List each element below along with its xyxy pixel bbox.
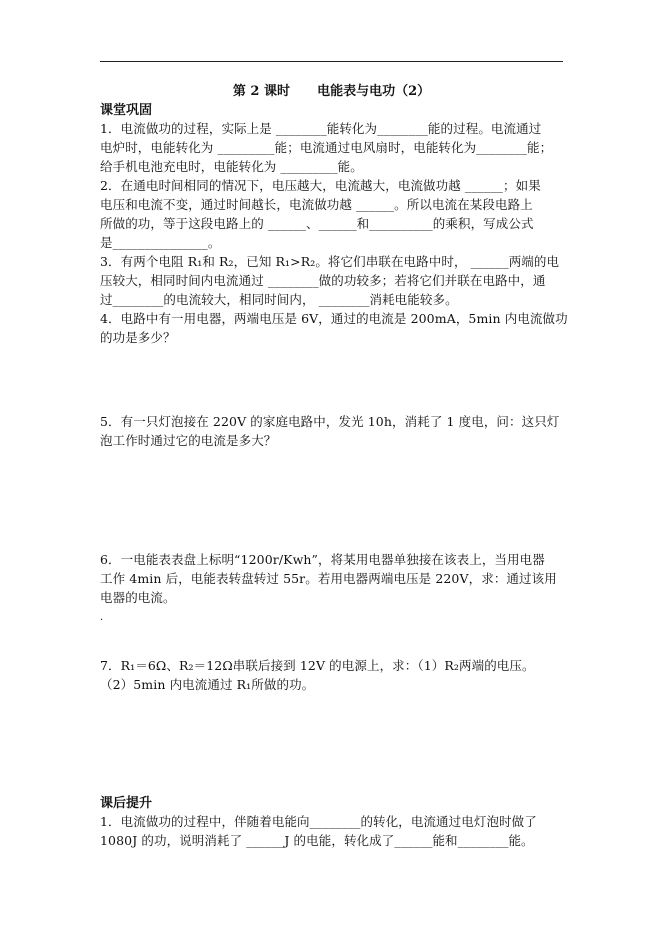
text-line: 过________的电流较大，相同时间内， ________消耗电能较多。: [100, 292, 458, 307]
text-line: 泡工作时通过它的电流是多大？: [100, 433, 277, 448]
top-rule: [100, 61, 563, 62]
text-line: 1．电流做功的过程中，伴随着电能向________的转化，电流通过电灯泡时做了: [100, 814, 537, 829]
text-line: 是_______________。: [100, 235, 221, 250]
text-line: 电器的电流。: [100, 590, 176, 605]
text-line: 3．有两个电阻 R₁和 R₂，已知 R₁>R₂。将它们串联在电路中时， ______两端的电: [100, 254, 560, 269]
page-title: 第 2 课时 电能表与电功（2）: [232, 84, 431, 99]
text-line: 5．有一只灯泡接在 220V 的家庭电路中，发光 10h，消耗了 1 度电，问：这只灯: [100, 414, 560, 429]
text-line: 压较大，相同时间内电流通过 ________做的功较多；若将它们并联在电路中，通: [100, 273, 546, 288]
text-line: 电炉时，电能转化为 _________能；电流通过电风扇时，电能转化为________能；: [100, 140, 553, 155]
text-line: 2．在通电时间相同的情况下，电压越大，电流越大，电流做功越 ______；如果: [100, 178, 541, 193]
stray-dot: .: [100, 612, 104, 623]
text-line: 7．R₁＝6Ω、R₂＝12Ω串联后接到 12V 的电源上，求：（1）R₂两端的电压。: [100, 658, 535, 673]
text-line: 1080J 的功，说明消耗了 ______J 的电能，转化成了______能和________能。: [100, 833, 534, 848]
section-heading-practice: 课堂巩固: [100, 103, 153, 118]
text-line: 的功是多少？: [100, 330, 176, 345]
text-line: 4．电路中有一用电器，两端电压是 6V，通过的电流是 200mA，5min 内电流做功: [100, 311, 568, 326]
text-line: 6．一电能表表盘上标明“1200r/Kwh”，将某用电器单独接在该表上，当用电器: [100, 552, 545, 567]
text-line: 所做的功，等于这段电路上的 ______、______和__________的乘积，写成公式: [100, 216, 534, 231]
text-line: 电压和电流不变，通过时间越长，电流做功越 ______。所以电流在某段电路上: [100, 197, 533, 212]
section-heading-improve: 课后提升: [100, 796, 153, 811]
text-line: 工作 4min 后，电能表转盘转过 55r。若用电器两端电压是 220V，求：通过该用: [100, 571, 557, 586]
text-line: 给手机电池充电时，电能转化为 _________能。: [100, 159, 363, 174]
text-line: （2）5min 内电流通过 R₁所做的功。: [100, 677, 315, 692]
text-line: 1．电流做功的过程，实际上是 ________能转化为________能的过程。电流通过: [100, 121, 542, 136]
